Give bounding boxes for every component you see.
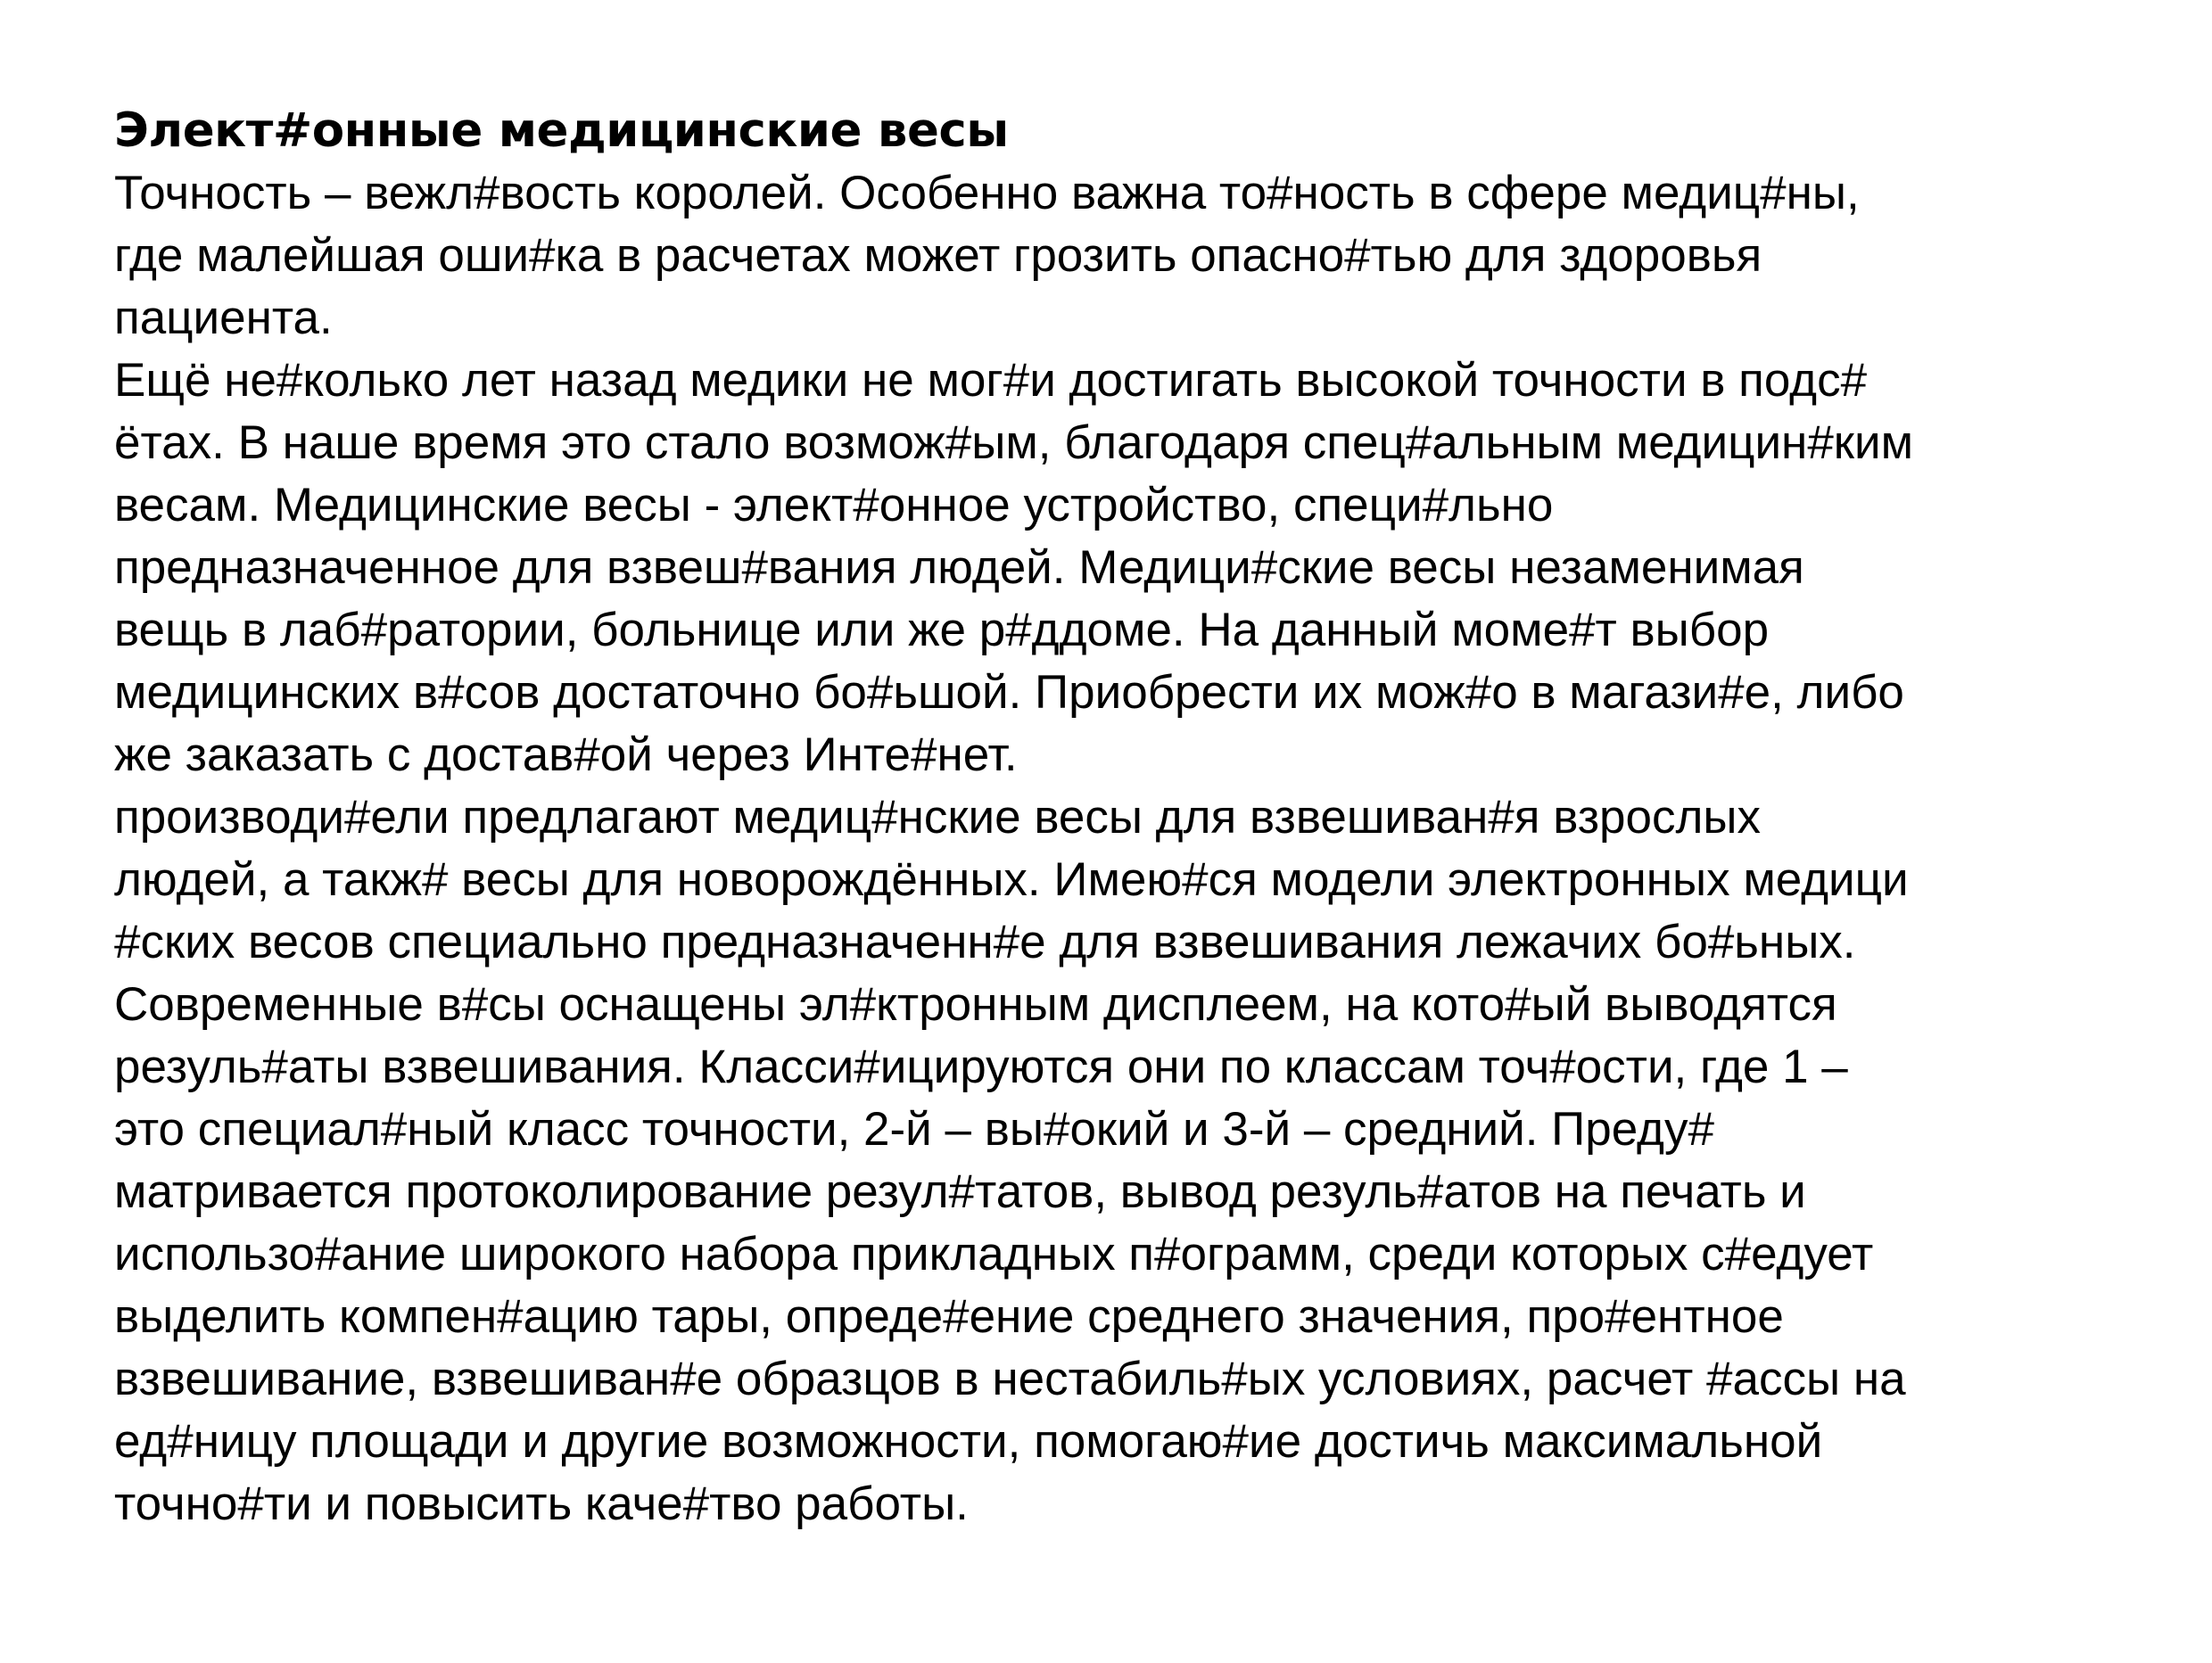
text-line: пациента. — [114, 292, 333, 344]
text-line: ед#ницу площади и другие возможности, помогаю#ие достичь максимальной — [114, 1415, 1823, 1468]
text-line: взвешивание, взвешиван#е образцов в нестабиль#ых условиях, расчет #ассы на — [114, 1353, 1906, 1405]
text-line: предназначенное для взвеш#вания людей. Медици#ские весы незаменимая — [114, 541, 1804, 594]
document-body — [114, 100, 2130, 1535]
text-line: вещь в лаб#ратории, больнице или же р#ддоме. На данный моме#т выбор — [114, 604, 1770, 656]
text-line: же заказать с достав#ой через Инте#нет. — [114, 729, 1018, 781]
document-title: Элект#онные медицинские весы — [114, 103, 1009, 158]
text-line: использо#ание широкого набора прикладных п#ограмм, среди которых с#едует — [114, 1228, 1874, 1280]
text-line: матривается протоколирование резул#татов, вывод резуль#атов на печать и — [114, 1165, 1806, 1218]
text-line: точно#ти и повысить каче#тво работы. — [114, 1478, 969, 1530]
text-line: ётах. В наше время это стало возмож#ым, благодаря спец#альным медицин#ким — [114, 416, 1914, 469]
text-line: Точность – вежл#вость королей. Особенно важна то#ность в сфере медиц#ны, — [114, 167, 1860, 219]
text-line: производи#ели предлагают медиц#нские весы для взвешиван#я взрослых — [114, 791, 1762, 844]
text-line: весам. Медицинские весы - элект#онное устройство, специ#льно — [114, 479, 1554, 531]
text-line: где малейшая оши#ка в расчетах может грозить опасно#тью для здоровья — [114, 229, 1762, 282]
text-line: людей, а такж# весы для новорождённых. Имею#ся модели электронных медици — [114, 853, 1909, 906]
text-line: медицинских в#сов достаточно бо#ьшой. Приобрести их мож#о в магази#е, либо — [114, 666, 1904, 719]
text-line: Современные в#сы оснащены эл#ктронным дисплеем, на кото#ый выводятся — [114, 978, 1837, 1031]
text-line: резуль#аты взвешивания. Класси#ицируются они по классам точ#ости, где 1 – — [114, 1041, 1848, 1093]
text-line: #ских весов специально предназначенн#е для взвешивания лежачих бо#ьных. — [114, 916, 1856, 968]
text-line: Ещё не#колько лет назад медики не мог#и достигать высокой точности в подс# — [114, 354, 1868, 407]
text-line: это специал#ный класс точности, 2-й – вы#окий и 3-й – средний. Преду# — [114, 1103, 1714, 1156]
text-line: выделить компен#ацию тары, опреде#ение среднего значения, про#ентное — [114, 1290, 1784, 1343]
